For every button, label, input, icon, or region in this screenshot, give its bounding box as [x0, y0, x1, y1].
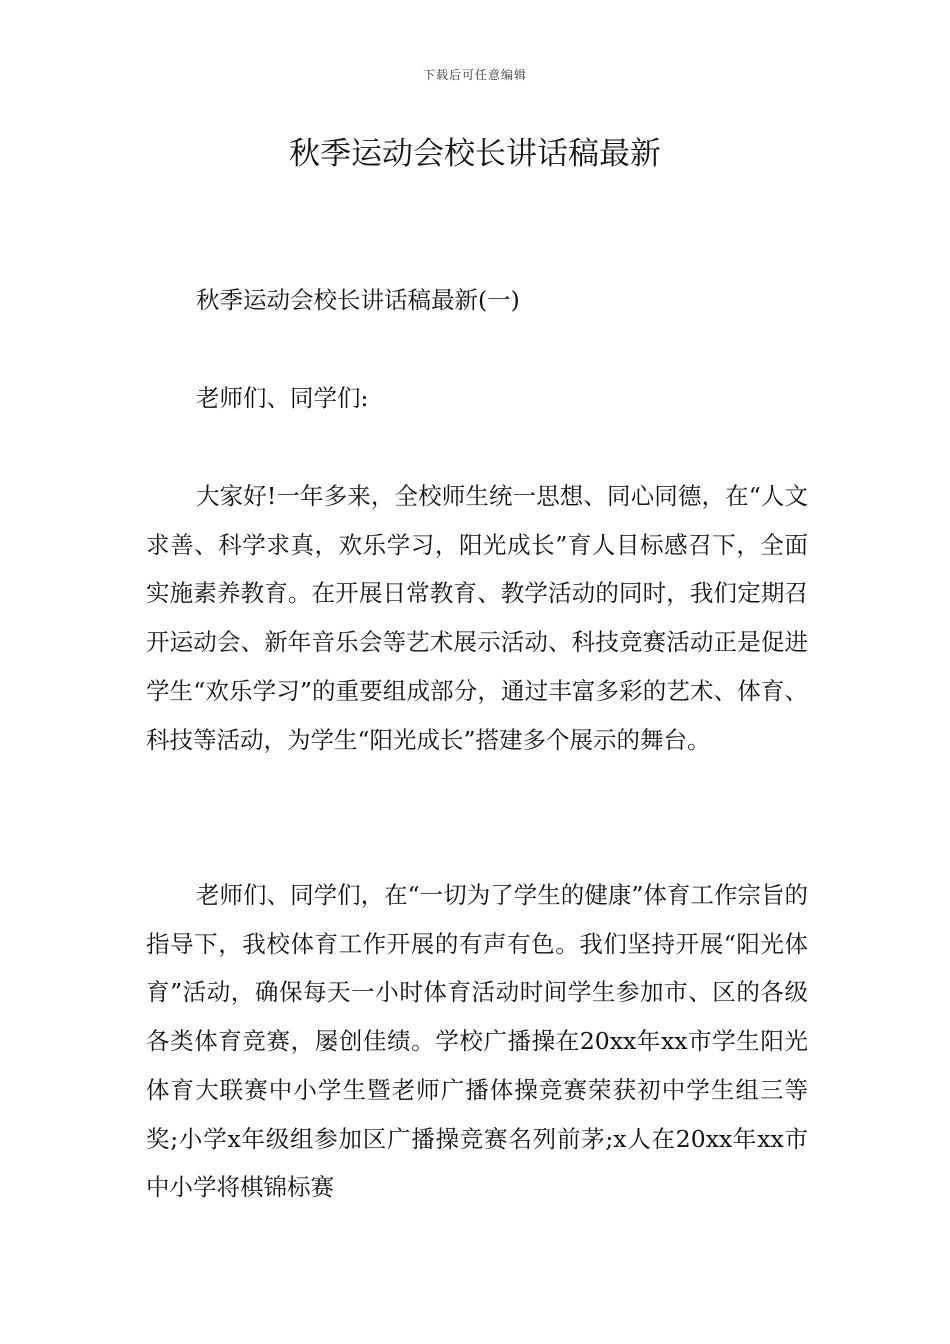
- body-paragraph: 老师们、同学们，在“一切为了学生的健康”体育工作宗旨的指导下，我校体育工作开展的有声有色。我们坚持开展“阳光体育”活动，确保每天一小时体育活动时间学生参加市、区的各级各类体育竞赛，屡创佳绩。学校广播操在20xx年xx市学生阳光体育大联赛中小学生暨老师广播体操竞赛荣获初中学生组三等奖;小学x年级组参加区广播操竞赛名列前茅;x人在20xx年xx市中小学将棋锦标赛: [146, 881, 808, 1202]
- document-subtitle: 秋季运动会校长讲话稿最新(一): [196, 286, 520, 314]
- salutation: 老师们、同学们:: [196, 384, 369, 412]
- body-paragraph: 大家好!一年多来，全校师生统一思想、同心同德，在“人文求善、科学求真，欢乐学习，阳光成长”育人目标感召下，全面实施素养教育。在开展日常教育、教学活动的同时，我们定期召开运动会、新年音乐会等艺术展示活动、科技竞赛活动正是促进学生“欢乐学习”的重要组成部分，通过丰富多彩的艺术、体育、科技等活动，为学生“阳光成长”搭建多个展示的舞台。: [146, 482, 808, 754]
- header-note: 下载后可任意编辑: [422, 68, 527, 82]
- document-title: 秋季运动会校长讲话稿最新: [289, 136, 661, 172]
